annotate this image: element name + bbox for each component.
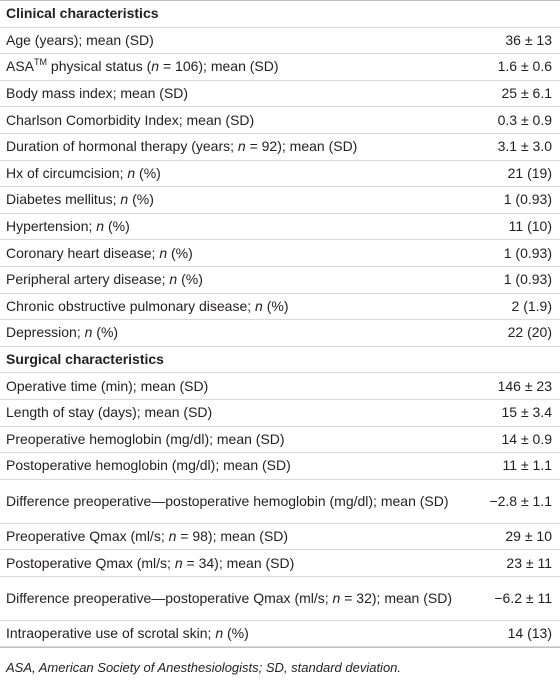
row-value: −2.8 ± 1.1: [489, 492, 552, 509]
table-row: [0, 577, 560, 621]
row-label: [6, 218, 462, 235]
n-symbol: n: [237, 138, 246, 155]
n-symbol: n: [127, 164, 136, 181]
row-label: [6, 590, 462, 607]
row-value: 3.1 ± 3.0: [497, 138, 552, 155]
row-label: [6, 457, 462, 474]
row-label: [6, 191, 462, 208]
row-label: [6, 324, 462, 341]
row-value: 15 ± 3.4: [501, 404, 552, 421]
label-text: Chronic obstructive pulmonary disease;: [6, 297, 256, 314]
n-symbol: n: [215, 625, 224, 642]
row-value: 1.6 ± 0.6: [497, 58, 552, 75]
section-header: [0, 1, 560, 28]
label-text: physical status (: [47, 58, 152, 75]
label-text: Preoperative Qmax (ml/s;: [6, 527, 169, 544]
n-symbol: n: [84, 324, 93, 341]
row-label: [6, 58, 462, 75]
row-value: 1 (0.93): [503, 271, 552, 288]
n-symbol: n: [332, 589, 341, 606]
table-row: [0, 453, 560, 480]
row-value: 11 ± 1.1: [502, 457, 552, 474]
label-text: = 92); mean (SD): [245, 138, 358, 155]
table-row: [0, 480, 560, 524]
row-value: 36 ± 13: [505, 31, 552, 48]
label-text: Length of stay (days); mean (SD): [6, 404, 213, 421]
row-value: 21 (19): [507, 164, 552, 181]
n-symbol: n: [96, 218, 105, 235]
table-row: [0, 214, 560, 241]
table-row: [0, 621, 560, 648]
table-row: [0, 134, 560, 161]
n-symbol: n: [174, 554, 183, 571]
table-row: [0, 267, 560, 294]
row-label: [6, 555, 462, 572]
n-symbol: n: [168, 527, 177, 544]
table-footnote: ASA, American Society of Anesthesiologists; SD, standard deviation.: [6, 660, 402, 676]
table-row: [0, 427, 560, 454]
table-row: [0, 81, 560, 108]
label-text: (%): [262, 297, 289, 314]
table-row: [0, 294, 560, 321]
table-row: [0, 550, 560, 577]
row-value: 23 ± 11: [506, 554, 552, 571]
row-label: [6, 245, 462, 262]
label-text: = 98); mean (SD): [176, 527, 289, 544]
row-label: [6, 112, 462, 129]
table-row: [0, 161, 560, 188]
row-label: [6, 431, 462, 448]
n-symbol: n: [255, 297, 263, 314]
label-text: Postoperative hemoglobin (mg/dl); mean (SD): [6, 457, 291, 474]
row-label: [6, 271, 462, 288]
row-value: 11 (10): [508, 218, 552, 235]
label-text: (%): [128, 191, 154, 208]
label-text: (%): [167, 244, 193, 261]
label-text: = 34); mean (SD): [182, 554, 295, 571]
trademark-superscript: TM: [34, 57, 48, 68]
n-symbol: n: [151, 58, 160, 75]
row-value: 0.3 ± 0.9: [497, 111, 552, 128]
label-text: (%): [177, 271, 203, 288]
label-text: Difference preoperative—postoperative hemoglobin (mg/dl); mean (SD): [6, 492, 449, 509]
label-text: Intraoperative use of scrotal skin;: [6, 625, 216, 642]
row-value: 146 ± 23: [497, 377, 552, 394]
row-value: 29 ± 10: [505, 527, 552, 544]
label-text: Age (years); mean (SD): [6, 31, 154, 48]
n-symbol: n: [169, 271, 178, 288]
label-text: Duration of hormonal therapy (years;: [6, 138, 238, 155]
table-row: [0, 187, 560, 214]
table-body: [0, 1, 560, 647]
row-label: [6, 165, 462, 182]
table-row: [0, 373, 560, 400]
row-label: [6, 625, 462, 642]
section-title: Clinical characteristics: [6, 5, 159, 22]
label-text: Body mass index; mean (SD): [6, 85, 189, 102]
table-row: [0, 28, 560, 55]
row-value: 22 (20): [507, 324, 552, 341]
row-label: [6, 528, 462, 545]
row-value: 14 (13): [507, 625, 552, 642]
label-text: (%): [104, 218, 130, 235]
label-text: Hypertension;: [6, 218, 97, 235]
row-label: [6, 404, 462, 421]
table-row: [0, 524, 560, 551]
section-title: Surgical characteristics: [6, 351, 164, 368]
section-header: [0, 347, 560, 374]
row-label: [6, 298, 462, 315]
n-symbol: n: [120, 191, 129, 208]
label-text: Coronary heart disease;: [6, 244, 160, 261]
label-text: Peripheral artery disease;: [6, 271, 170, 288]
label-text: Operative time (min); mean (SD): [6, 377, 209, 394]
label-text: ASA: [6, 58, 35, 75]
label-text: Diabetes mellitus;: [6, 191, 121, 208]
table-row: [0, 400, 560, 427]
n-symbol: n: [159, 244, 168, 261]
table-row: [0, 320, 560, 347]
label-text: Charlson Comorbidity Index; mean (SD): [6, 111, 255, 128]
label-text: (%): [223, 625, 249, 642]
label-text: Difference preoperative—postoperative Qmax (ml/s;: [6, 589, 333, 606]
label-text: = 106); mean (SD): [159, 58, 279, 75]
table-row: [0, 54, 560, 81]
table-row: [0, 107, 560, 134]
row-label: [6, 32, 462, 49]
row-value: 2 (1.9): [511, 297, 552, 314]
label-text: Hx of circumcision;: [6, 164, 128, 181]
label-text: = 32); mean (SD): [340, 589, 452, 606]
row-value: 1 (0.93): [503, 244, 552, 261]
label-text: Depression;: [6, 324, 85, 341]
label-text: Postoperative Qmax (ml/s;: [6, 554, 175, 571]
row-label: [6, 493, 462, 510]
row-value: −6.2 ± 11: [494, 589, 552, 606]
row-value: 25 ± 6.1: [501, 85, 552, 102]
label-text: (%): [92, 324, 119, 341]
row-label: [6, 138, 462, 155]
label-text: Preoperative hemoglobin (mg/dl); mean (SD): [6, 430, 285, 447]
table-row: [0, 240, 560, 267]
label-text: (%): [135, 164, 161, 181]
row-label: [6, 85, 462, 102]
row-value: 14 ± 0.9: [501, 430, 552, 447]
row-value: 1 (0.93): [503, 191, 552, 208]
row-label: [6, 378, 462, 395]
